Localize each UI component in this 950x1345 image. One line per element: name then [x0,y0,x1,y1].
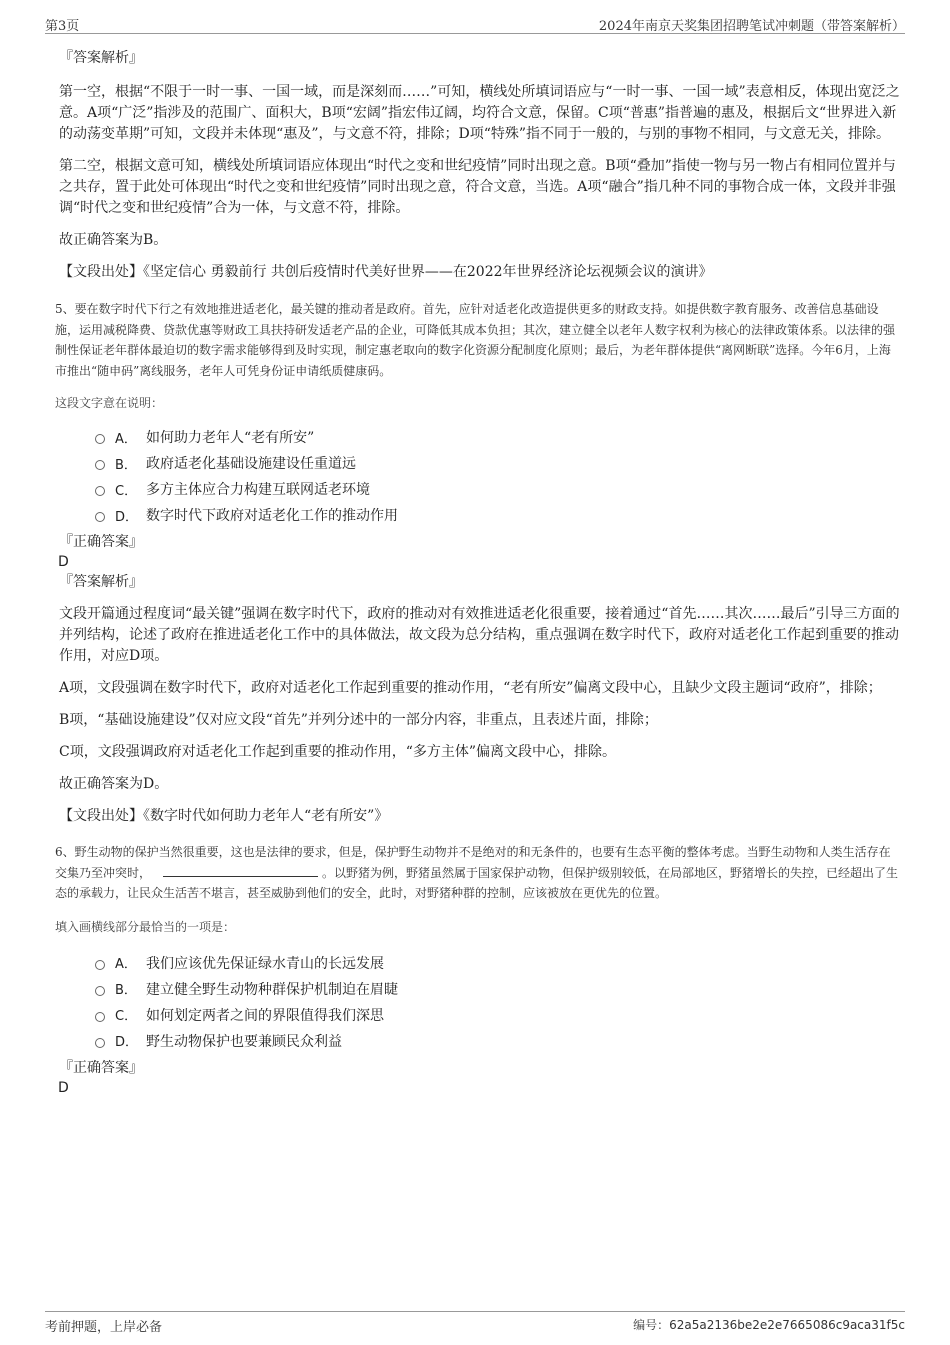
q6-answer-label: 『正确答案』 [59,1059,143,1076]
q5-option-c[interactable] [95,476,900,502]
page-number: 第3页 [45,19,80,34]
page-header [45,13,905,34]
q5-analysis-paragraph: A项，文段强调在数字时代下，政府对适老化工作起到重要的推动作用，“老有所安”偏离文段中心，且缺少文段主题词“政府”，排除； [59,680,882,696]
q5-question-text: 5、要在数字时代下行之有效地推进适老化，最关键的推动者是政府。首先，应针对适老化改造提供更多的财政支持。如提供数字教育服务、改善信息基础设施，运用减税降费、贷款优惠等财政工具扶持研发适老产品的企业，可降低其成本负担；其次，建立健全以老年人数字权利为核心的法律政策体系。以法律的强制性保证老年群体最迫切的数字需求能够得到及时实现，制定惠老取向的数字化资源分配制度化原则；最后，为老年群体提供“离网断联”选择。今年6月，上海市推出“随申码”离线服务，老年人可凭身份证申请纸质健康码。 [55,302,896,378]
q5-analysis-paragraph: B项，“基础设施建设”仅对应文段“首先”并列分述中的一部分内容，非重点，且表述片面，排除； [59,712,658,728]
q5-source: 【文段出处】《数字时代如何助力老年人“老有所安”》 [59,808,389,824]
option-label: B． [115,457,137,473]
fill-in-blank [163,864,318,877]
q5-options [55,424,900,528]
q5-analysis-paragraph: 文段开篇通过程度词“最关键”强调在数字时代下，政府的推动对有效推进适老化很重要，接着通过“首先……其次……最后”引导三方面的并列结构，论述了政府在推进适老化工作中的具体做法，故文段为总分结构，重点强调在数字时代下，政府对适老化工作起到重要的推动作用，对应D项。 [59,606,900,664]
option-text: 政府适老化基础设施建设任重道远 [146,456,356,472]
q4-analysis-label: 『答案解析』 [59,50,143,66]
q5-analysis-paragraph: C项，文段强调政府对适老化工作起到重要的推动作用，“多方主体”偏离文段中心，排除。 [59,744,617,760]
q6-option-a[interactable] [95,950,900,976]
q5-answer: D [58,554,69,570]
page-content [55,45,900,1098]
radio-button[interactable] [95,1012,105,1022]
option-label: A． [115,431,137,447]
option-text: 如何助力老年人“老有所安” [146,430,315,446]
radio-button[interactable] [95,960,105,970]
option-label: B． [115,983,137,998]
radio-button[interactable] [95,486,105,496]
footer-slogan: 考前押题，上岸必备 [45,1320,163,1335]
q4-conclusion: 故正确答案为B。 [59,232,168,248]
radio-button[interactable] [95,1038,105,1048]
q5-answer-label: 『正确答案』 [59,534,143,550]
option-text: 数字时代下政府对适老化工作的推动作用 [146,508,398,524]
q5-analysis-label: 『答案解析』 [59,574,143,590]
radio-button[interactable] [95,986,105,996]
option-label: C． [115,1009,138,1024]
q5-prompt: 这段文字意在说明： [55,396,164,410]
q4-source: 【文段出处】《坚定信心 勇毅前行 共创后疫情时代美好世界——在2022年世界经济论坛视频会议的演讲》 [59,264,713,280]
q6-options [55,950,900,1054]
document-title: 2024年南京天奖集团招聘笔试冲刺题（带答案解析） [598,19,905,34]
page-footer [45,1311,905,1336]
option-text: 建立健全野生动物种群保护机制迫在眉睫 [146,981,398,998]
q6-option-d[interactable] [95,1028,900,1054]
option-text: 我们应该优先保证绿水青山的长远发展 [146,955,384,972]
q6-text-before: 6、野生动物的保护当然很重要，这也是法律的要求，但是，保护野生动物并不是绝对的和无条件的，也要有生态平衡的整体考虑。当野生动物和人类生活存在交集乃至冲突时， [55,845,891,880]
q6-prompt: 填入画横线部分最恰当的一项是： [55,919,236,934]
q5-option-a[interactable] [95,424,900,450]
q6-option-c[interactable] [95,1002,900,1028]
option-label: D． [115,509,139,525]
q6-question-text [55,842,900,904]
q4-analysis-paragraph: 第二空，根据文意可知，横线处所填词语应体现出“时代之变和世纪疫情”同时出现之意。B项“叠加”指使一物与另一物占有相同位置并与之共存，置于此处可体现出“时代之变和世纪疫情”同时出现之意，符合文意，当选。A项“融合”指几种不同的事物合成一体，文段并非强调“时代之变和世纪疫情”合为一体，与文意不符，排除。 [59,158,896,216]
radio-button[interactable] [95,460,105,470]
radio-button[interactable] [95,434,105,444]
q5-option-d[interactable] [95,502,900,528]
q6-text-after: 。以野猪为例，野猪虽然属于国家保护动物，但保护级别较低，在局部地区，野猪增长的失控，已经超出了生态的承载力，让民众生活苦不堪言，甚至威胁到他们的安全，此时，对野猪种群的控制，应该被放在更优先的位置。 [55,865,899,900]
option-text: 多方主体应合力构建互联网适老环境 [146,482,370,498]
option-label: A． [115,957,137,972]
q6-option-b[interactable] [95,976,900,1002]
q4-analysis-paragraph: 第一空，根据“不限于一时一事、一国一域，而是深刻而……”可知，横线处所填词语应与“一时一事、一国一域”表意相反，体现出宽泛之意。A项“广泛”指涉及的范围广、面积大，B项“宏阔”指宏伟辽阔，均符合文意，保留。C项“普惠”指普遍的惠及，根据后文“世界进入新的动荡变革期”可知，文段并未体现“惠及”，与文意不符，排除；D项“特殊”指不同于一般的，与别的事物不相同，与文意无关，排除。 [59,84,900,142]
q5-option-b[interactable] [95,450,900,476]
radio-button[interactable] [95,512,105,522]
document-code: 编号：62a5a2136be2e2e7665086c9aca31f5c [633,1318,905,1332]
option-label: D． [115,1035,139,1050]
option-label: C． [115,483,138,499]
q5-conclusion: 故正确答案为D。 [59,776,169,792]
option-text: 如何划定两者之间的界限值得我们深思 [146,1007,384,1024]
option-text: 野生动物保护也要兼顾民众利益 [146,1033,342,1050]
q6-answer: D [58,1079,69,1096]
